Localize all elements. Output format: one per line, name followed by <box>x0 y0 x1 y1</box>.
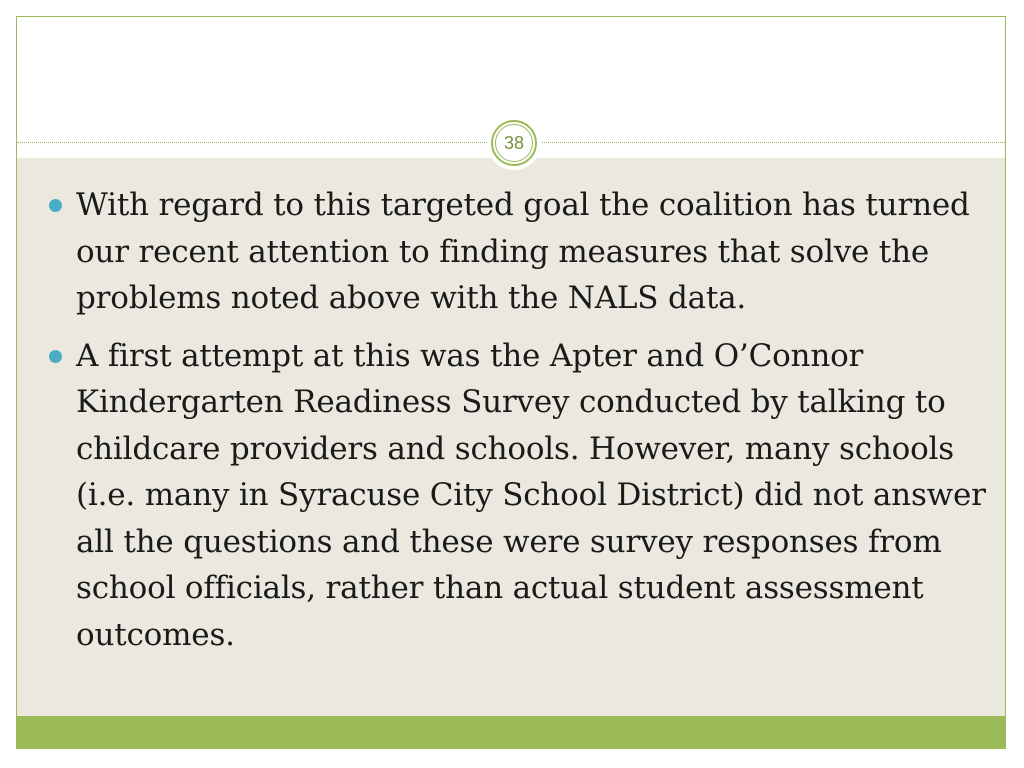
footer-bar <box>17 716 1005 749</box>
bullet-dot-icon <box>49 350 62 363</box>
bullet-list <box>47 182 987 669</box>
bullet-text: With regard to this targeted goal the coalition has turned our recent attention to finding measures that solve the problems noted above with the NALS data. <box>76 187 970 316</box>
page-number: 38 <box>495 124 533 162</box>
page-number-badge <box>487 116 541 170</box>
slide <box>16 16 1006 749</box>
bullet-text: A first attempt at this was the Apter and O’Connor Kindergarten Readiness Survey conducted by talking to childcare providers and schools. However, many schools (i.e. many in Syracuse City School District) did not answer all the questions and these were survey responses from school officials, rather than actual student assessment outcomes. <box>76 337 986 653</box>
bullet-dot-icon <box>49 199 62 212</box>
bullet-item <box>47 182 987 322</box>
bullet-item <box>47 333 987 659</box>
page-number-ring <box>491 120 537 166</box>
